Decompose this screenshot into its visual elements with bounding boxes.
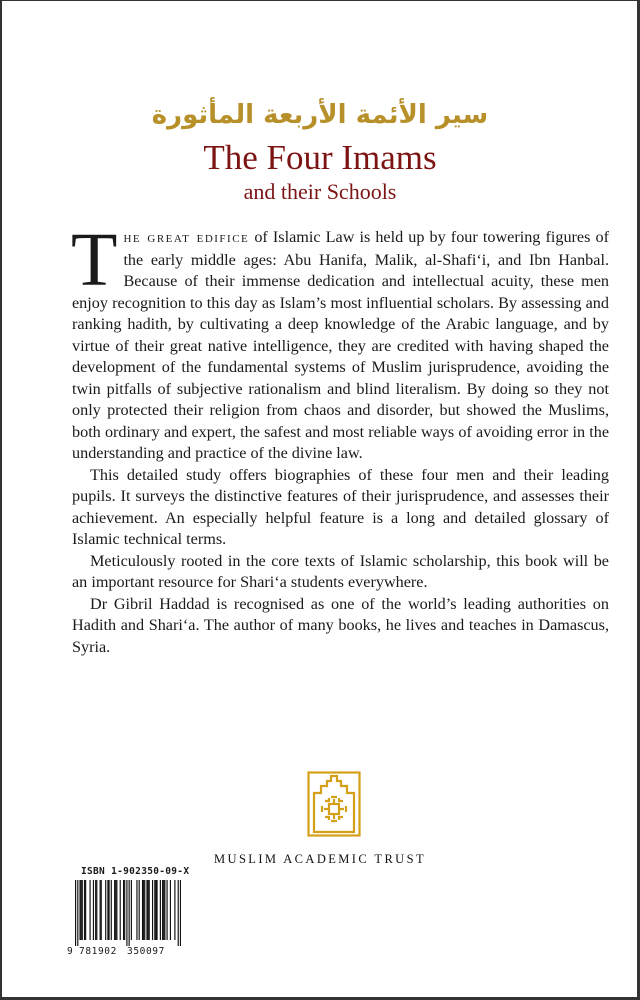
barcode-bar	[115, 880, 116, 940]
barcode-bar	[82, 880, 83, 940]
barcode-bar	[100, 880, 101, 940]
barcode-bar	[170, 880, 171, 940]
barcode-bar	[166, 880, 167, 940]
barcode-bar	[101, 880, 102, 940]
publisher-name: MUSLIM ACADEMIC TRUST	[214, 852, 426, 866]
barcode-group-1: 781902	[79, 946, 117, 957]
barcode-bar	[143, 880, 144, 940]
barcode-bar	[144, 880, 145, 940]
barcode-bar	[75, 880, 76, 946]
author-bio-paragraph: Dr Gibril Haddad is recognised as one of the world’s leading authorities on Hadith and Shari‘a. The author of many books, he lives and teaches in Damascus, Syria.	[72, 594, 609, 656]
book-subtitle: and their Schools	[243, 179, 397, 204]
barcode-bar	[136, 880, 137, 940]
barcode-bar	[146, 880, 147, 940]
barcode-bar	[96, 880, 97, 940]
barcode-bar	[84, 880, 85, 940]
barcode-bar	[156, 880, 157, 940]
barcode-bar	[114, 880, 115, 940]
barcode-bar	[108, 880, 109, 940]
barcode-bar	[126, 880, 127, 946]
barcode-bar	[178, 880, 179, 946]
barcode-bar	[107, 880, 108, 940]
blurb	[71, 218, 609, 658]
blurb-paragraph: Meticulously rooted in the core texts of Islamic scholarship, this book will be an important resource for Shari‘a students everywhere.	[72, 551, 609, 591]
isbn-barcode	[67, 866, 190, 958]
barcode-lead-digit: 9	[67, 946, 73, 957]
barcode-bar	[85, 880, 86, 940]
barcode-bar	[79, 880, 80, 940]
barcode-bar	[162, 880, 163, 940]
barcode-bar	[163, 880, 164, 940]
barcode-group-2: 350097	[127, 946, 165, 957]
barcode-bar	[142, 880, 143, 940]
isbn-label: ISBN 1-902350-09-X	[81, 866, 190, 877]
barcode-bars	[75, 880, 181, 946]
lead-in-smallcaps: he great edifice	[123, 230, 250, 246]
barcode-bar	[120, 880, 121, 940]
barcode-bar	[139, 880, 140, 940]
barcode-bar	[90, 880, 91, 940]
barcode-bar	[77, 880, 78, 946]
barcode-bar	[116, 880, 117, 940]
barcode-bar	[148, 880, 149, 940]
drop-cap: T	[71, 218, 118, 302]
barcode-bar	[131, 880, 132, 940]
barcode-bar	[123, 880, 124, 940]
barcode-bar	[154, 880, 155, 940]
ornamental-arch-logo-icon	[307, 771, 361, 837]
blurb-text: of Islamic Law is held up by four towering figures of the early middle ages: Abu Hanifa, Malik, al-Shafi‘i, and Ibn Hanbal. Because of their immense dedication and intellectual acuity, these men enjoy recognition to this day as Islam’s most influential scholars. By assessing and ranking hadith, by cultivating a deep knowledge of the Arabic language, and by virtue of their great native intelligence, they are credited with having shaped the development of the fundamental systems of Muslim jurisprudence, avoiding the twin pitfalls of subjective rationalism and blind literalism. By doing so they not only protected their religion from chaos and disorder, but showed the Muslims, both ordinary and expert, the safest and most reliable ways of avoiding error in the understanding and practice of the divine law.	[72, 228, 609, 462]
barcode-bar	[129, 880, 130, 946]
barcode-bar	[152, 880, 153, 940]
book-title: The Four Imams	[203, 138, 437, 177]
barcode-bar	[149, 880, 150, 940]
barcode-bar	[174, 880, 175, 940]
blurb-paragraph-intro	[71, 218, 609, 465]
barcode-bar	[95, 880, 96, 940]
barcode-bar	[155, 880, 156, 940]
barcode-bar	[105, 880, 106, 940]
barcode-bar	[124, 880, 125, 940]
barcode-bar	[160, 880, 161, 940]
blurb-paragraph: This detailed study offers biographies of these four men and their leading pupils. It surveys the distinctive features of their jurisprudence, and assesses their achievement. An especially helpful feature is a long and detailed glossary of Islamic technical terms.	[72, 465, 609, 548]
barcode-bar	[93, 880, 94, 940]
barcode-bar	[111, 880, 112, 940]
arabic-title: سير الأئمة الأربعة المأثورة	[151, 100, 489, 130]
barcode-bar	[164, 880, 165, 940]
barcode-bar	[180, 880, 181, 946]
barcode-bar	[81, 880, 82, 940]
